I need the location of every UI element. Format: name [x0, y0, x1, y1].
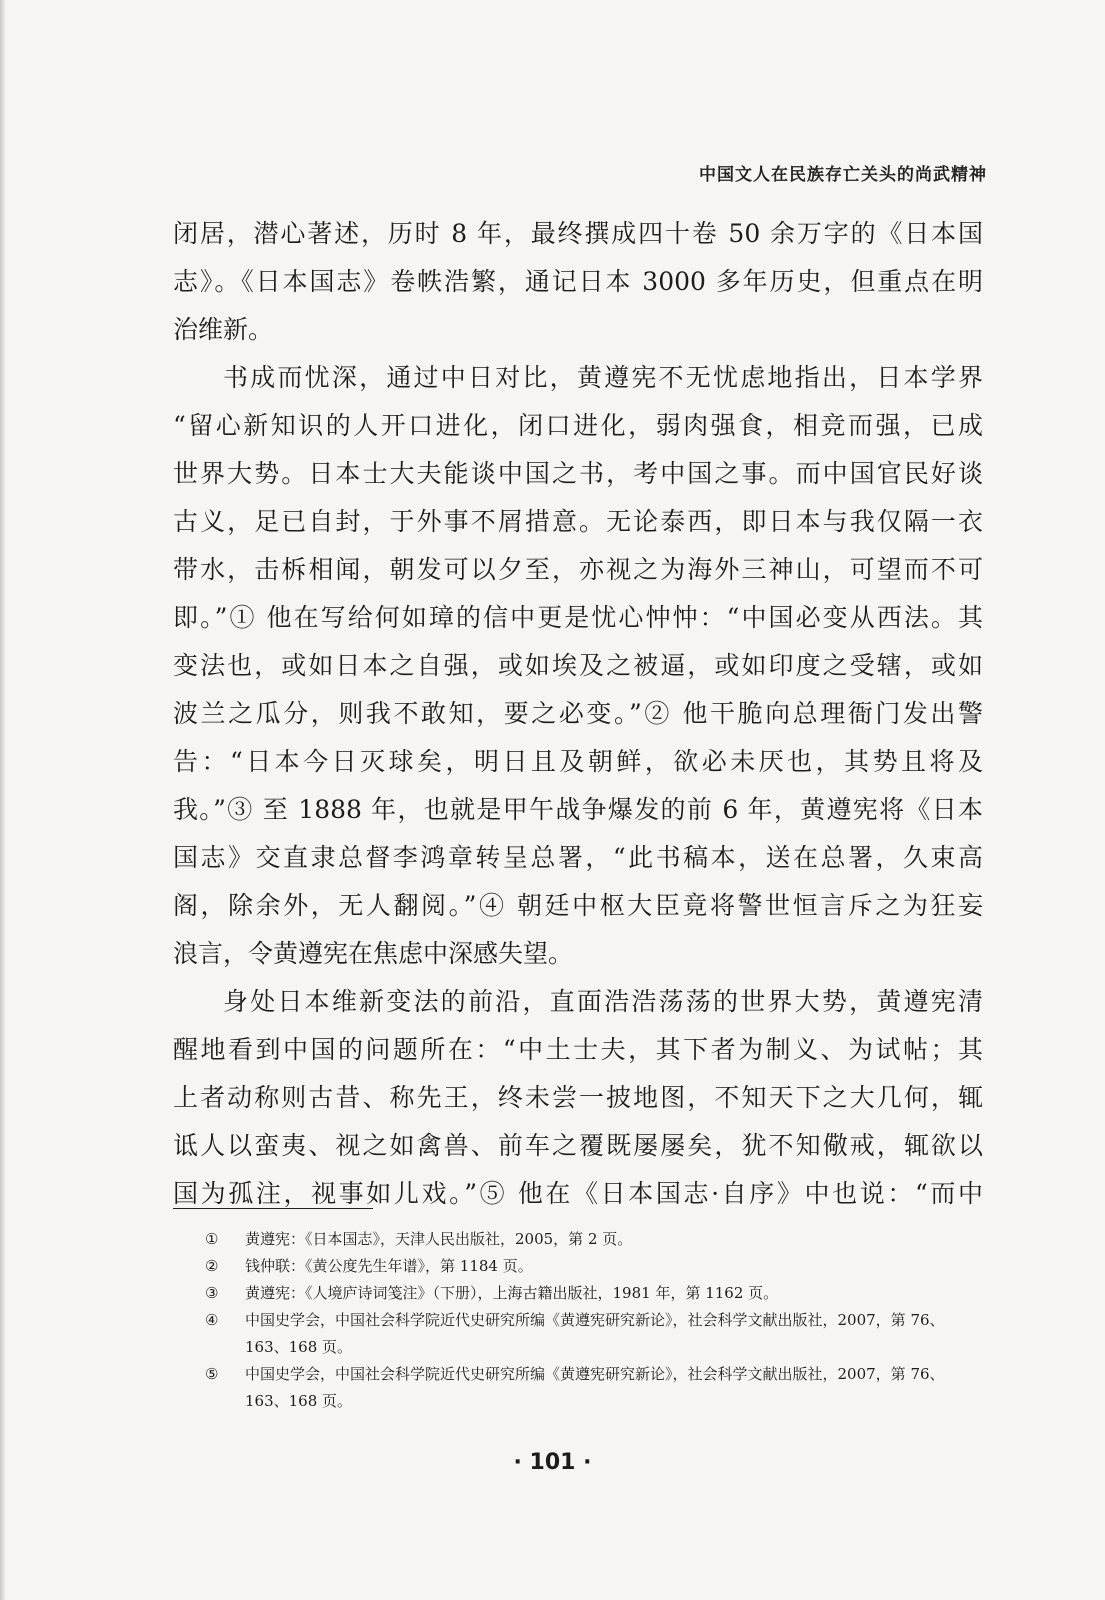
- body-line: “留心新知识的人开口进化，闭口进化，弱肉强食，相竞而强，已成: [173, 411, 983, 440]
- footnote-mark: ①: [205, 1230, 219, 1248]
- running-title: 中国文人在民族存亡关头的尚武精神: [699, 165, 987, 185]
- footnote-mark: ⑤: [205, 1365, 219, 1383]
- footnote-mark: ④: [205, 1311, 219, 1329]
- body-line: 世界大势。日本士大夫能谈中国之书，考中国之事。而中国官民好谈: [173, 459, 983, 488]
- footnote-mark: ②: [205, 1257, 219, 1275]
- page-number: · 101 ·: [513, 1450, 592, 1475]
- body-line: 上者动称则古昔、称先王，终未尝一披地图，不知天下之大几何，辄: [173, 1083, 983, 1112]
- body-line: 即。”① 他在写给何如璋的信中更是忧心忡忡：“中国必变从西法。其: [173, 603, 983, 632]
- body-line: 变法也，或如日本之自强，或如埃及之被逼，或如印度之受辖，或如: [173, 651, 983, 680]
- footnote-divider: [173, 1208, 373, 1209]
- footnote: [205, 1361, 985, 1415]
- body-line: 志》。《日本国志》卷帙浩繁，通记日本 3000 多年历史，但重点在明: [173, 267, 983, 296]
- footnote-text: 中国史学会，中国社会科学院近代史研究所编《黄遵宪研究新论》，社会科学文献出版社，2007，第 76、163、168 页。: [245, 1311, 945, 1356]
- footnote: [205, 1307, 985, 1361]
- footnote: [205, 1253, 985, 1280]
- body-line: 波兰之瓜分，则我不敢知，要之必变。”② 他干脆向总理衙门发出警: [173, 699, 983, 728]
- body-line: 国为孤注，视事如儿戏。”⑤ 他在《日本国志·自序》中也说：“而中: [173, 1179, 983, 1208]
- body-line: 治维新。: [173, 315, 274, 344]
- body-line: 闭居，潜心著述，历时 8 年，最终撰成四十卷 50 余万字的《日本国: [173, 219, 983, 248]
- body-line: 醒地看到中国的问题所在：“中土士夫，其下者为制义、为试帖；其: [173, 1035, 983, 1064]
- body-line: 告：“日本今日灭球矣，明日且及朝鲜，欲必未厌也，其势且将及: [173, 747, 983, 776]
- footnote: [205, 1280, 985, 1307]
- body-text: [173, 210, 983, 1218]
- body-line: 我。”③ 至 1888 年，也就是甲午战争爆发的前 6 年，黄遵宪将《日本: [173, 795, 983, 824]
- page-edge-shadow: [0, 0, 6, 1600]
- footnote-text: 黄遵宪：《日本国志》，天津人民出版社，2005，第 2 页。: [245, 1230, 633, 1248]
- body-line: 诋人以蛮夷、视之如禽兽、前车之覆既屡屡矣，犹不知儆戒，辄欲以: [173, 1131, 983, 1160]
- footnote-text: 黄遵宪：《人境庐诗词笺注》（下册），上海古籍出版社，1981 年，第 1162 页。: [245, 1284, 779, 1302]
- body-line: 浪言，令黄遵宪在焦虑中深感失望。: [173, 939, 574, 968]
- body-line: 书成而忧深，通过中日对比，黄遵宪不无忧虑地指出，日本学界: [223, 363, 983, 392]
- body-line: 国志》交直隶总督李鸿章转呈总署，“此书稿本，送在总署，久束高: [173, 843, 983, 872]
- footnote: [205, 1226, 985, 1253]
- body-line: 古义，足已自封，于外事不屑措意。无论泰西，即日本与我仅隔一衣: [173, 507, 983, 536]
- body-line: 带水，击柝相闻，朝发可以夕至，亦视之为海外三神山，可望而不可: [173, 555, 983, 584]
- footnote-mark: ③: [205, 1284, 219, 1302]
- footnote-text: 中国史学会，中国社会科学院近代史研究所编《黄遵宪研究新论》，社会科学文献出版社，2007，第 76、163、168 页。: [245, 1365, 945, 1410]
- footnote-text: 钱仲联：《黄公度先生年谱》，第 1184 页。: [245, 1257, 533, 1275]
- footnote-list: [205, 1226, 985, 1415]
- body-line: 身处日本维新变法的前沿，直面浩浩荡荡的世界大势，黄遵宪清: [223, 987, 983, 1016]
- body-line: 阁，除余外，无人翻阅。”④ 朝廷中枢大臣竟将警世恒言斥之为狂妄: [173, 891, 983, 920]
